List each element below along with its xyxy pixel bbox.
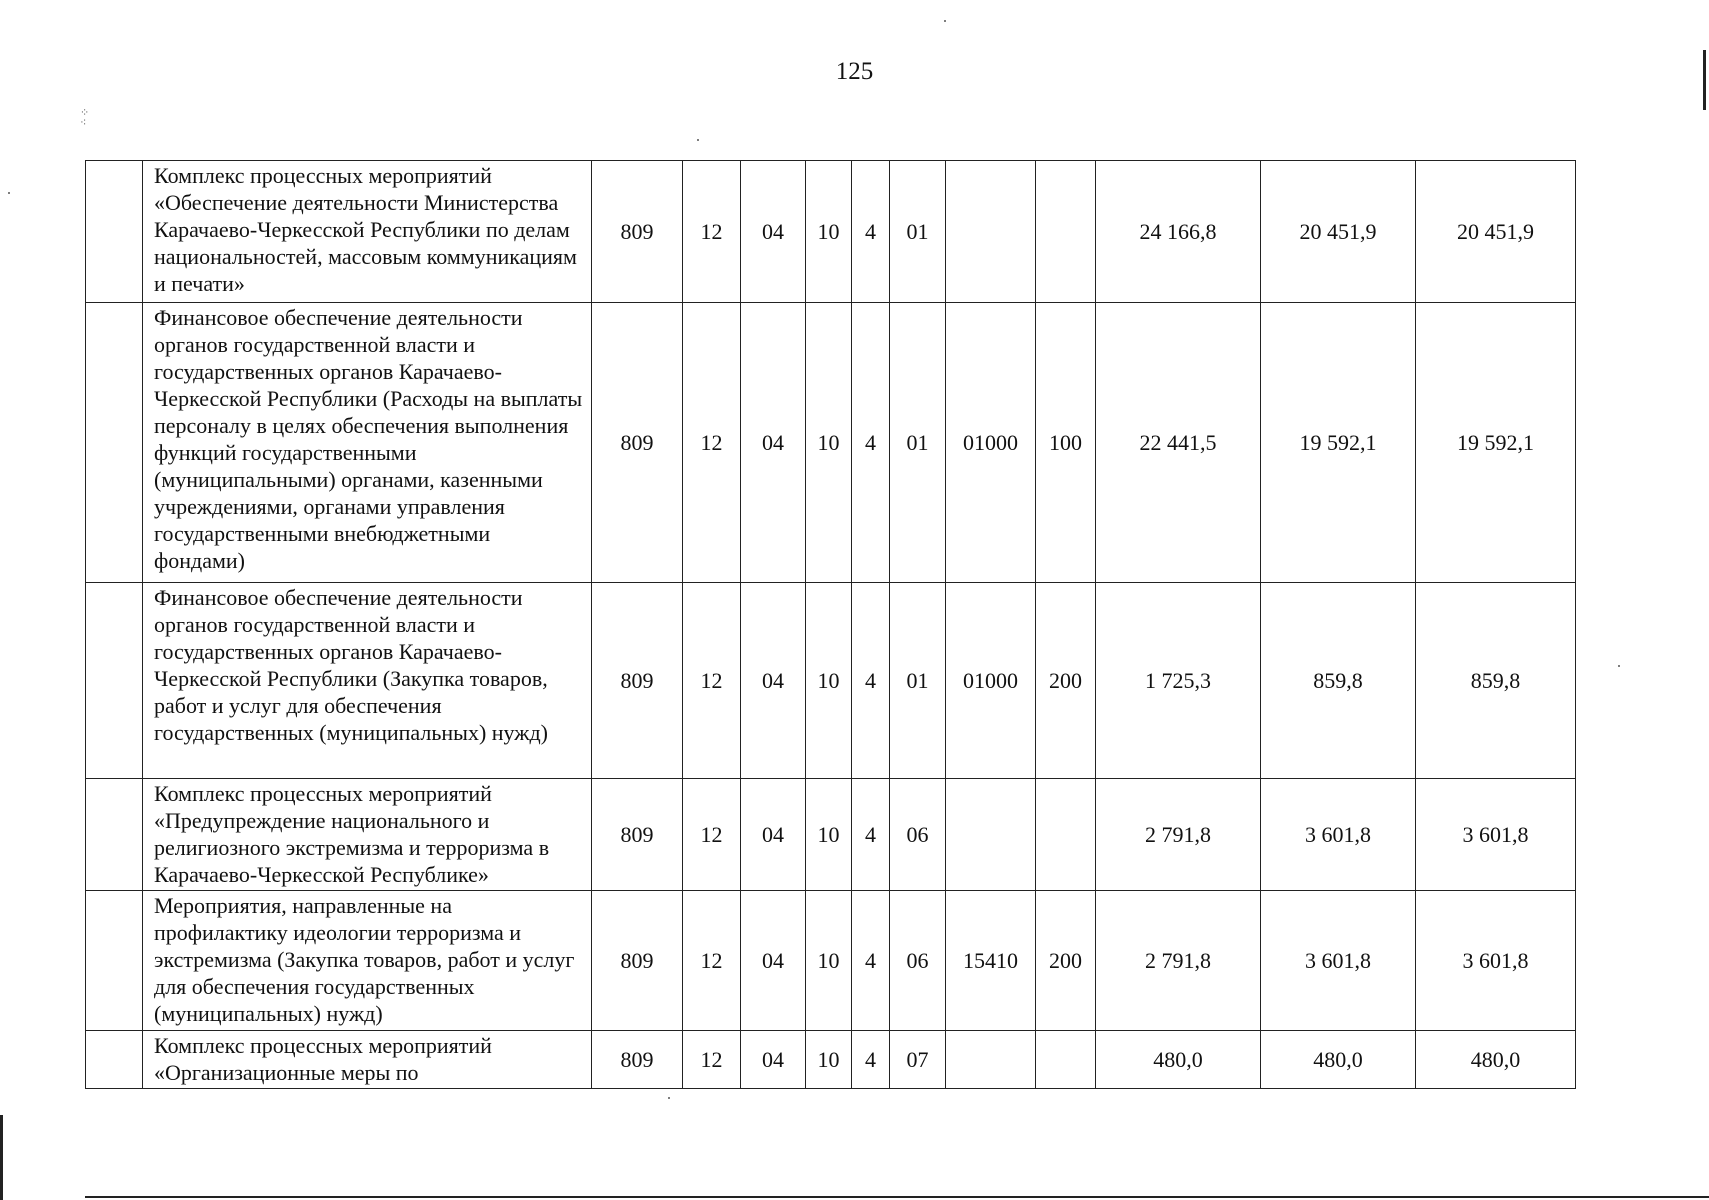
table-row: [86, 891, 1576, 1031]
section-code: 12: [683, 303, 741, 583]
table-row: [86, 1031, 1576, 1089]
ministry-code: 809: [592, 303, 683, 583]
table-row: [86, 779, 1576, 891]
amount-year-1: 480,0: [1096, 1031, 1261, 1089]
direction-code: [946, 1031, 1036, 1089]
amount-year-3: 3 601,8: [1416, 779, 1576, 891]
structural-element-code: 01: [890, 583, 946, 779]
expense-type-code: 200: [1036, 891, 1096, 1031]
table-row: [86, 161, 1576, 303]
ministry-code: 809: [592, 1031, 683, 1089]
scan-artifact: [8, 192, 10, 194]
amount-year-1: 24 166,8: [1096, 161, 1261, 303]
item-name: Комплекс процессных мероприятий «Организационные меры по: [143, 1031, 592, 1089]
item-name: Мероприятия, направленные на профилактику идеологии терроризма и экстремизма (Закупка товаров, работ и услуг для обеспечения государственных (муниципальных) нужд): [143, 891, 592, 1031]
structural-element-code: 06: [890, 891, 946, 1031]
expense-type-code: [1036, 779, 1096, 891]
direction-code: [946, 779, 1036, 891]
program-code: 10: [806, 303, 852, 583]
empty-cell: [86, 779, 143, 891]
direction-code: 01000: [946, 303, 1036, 583]
scan-edge: [85, 1196, 1709, 1198]
amount-year-1: 22 441,5: [1096, 303, 1261, 583]
subsection-code: 04: [741, 1031, 806, 1089]
section-code: 12: [683, 161, 741, 303]
expense-type-code: [1036, 1031, 1096, 1089]
section-code: 12: [683, 583, 741, 779]
amount-year-2: 480,0: [1261, 1031, 1416, 1089]
scan-artifact: [668, 1097, 670, 1099]
scan-edge: [0, 1115, 3, 1200]
amount-year-3: 3 601,8: [1416, 891, 1576, 1031]
program-type-code: 4: [852, 161, 890, 303]
ministry-code: 809: [592, 779, 683, 891]
scan-artifact: [944, 20, 946, 22]
budget-table: [85, 160, 1576, 1089]
subsection-code: 04: [741, 303, 806, 583]
amount-year-1: 2 791,8: [1096, 779, 1261, 891]
program-code: 10: [806, 1031, 852, 1089]
empty-cell: [86, 161, 143, 303]
program-code: 10: [806, 779, 852, 891]
section-code: 12: [683, 891, 741, 1031]
ministry-code: 809: [592, 891, 683, 1031]
table-row: [86, 303, 1576, 583]
structural-element-code: 07: [890, 1031, 946, 1089]
item-name: Комплекс процессных мероприятий «Обеспечение деятельности Министерства Карачаево-Черкесской Республики по делам национальностей, массовым коммуникациям и печати»: [143, 161, 592, 303]
amount-year-2: 859,8: [1261, 583, 1416, 779]
subsection-code: 04: [741, 161, 806, 303]
expense-type-code: 100: [1036, 303, 1096, 583]
subsection-code: 04: [741, 583, 806, 779]
amount-year-1: 2 791,8: [1096, 891, 1261, 1031]
program-type-code: 4: [852, 303, 890, 583]
program-type-code: 4: [852, 1031, 890, 1089]
item-name: Финансовое обеспечение деятельности органов государственной власти и государственных органов Карачаево-Черкесской Республики (Расходы на выплаты персоналу в целях обеспечения выполнения функций государственными (муниципальными) органами, казенными учреждениями, органами управления государственными внебюджетными фондами): [143, 303, 592, 583]
direction-code: 15410: [946, 891, 1036, 1031]
scan-artifact: [1618, 665, 1620, 667]
page-number: 125: [835, 58, 874, 85]
scan-artifact: ⁘ ⁖: [80, 107, 90, 129]
direction-code: [946, 161, 1036, 303]
section-code: 12: [683, 1031, 741, 1089]
structural-element-code: 06: [890, 779, 946, 891]
empty-cell: [86, 1031, 143, 1089]
expense-type-code: 200: [1036, 583, 1096, 779]
program-code: 10: [806, 161, 852, 303]
amount-year-3: 480,0: [1416, 1031, 1576, 1089]
amount-year-2: 3 601,8: [1261, 779, 1416, 891]
structural-element-code: 01: [890, 161, 946, 303]
amount-year-1: 1 725,3: [1096, 583, 1261, 779]
subsection-code: 04: [741, 779, 806, 891]
item-name: Комплекс процессных мероприятий «Предупреждение национального и религиозного экстремизма и терроризма в Карачаево-Черкесской Республике»: [143, 779, 592, 891]
empty-cell: [86, 303, 143, 583]
ministry-code: 809: [592, 161, 683, 303]
ministry-code: 809: [592, 583, 683, 779]
amount-year-3: 859,8: [1416, 583, 1576, 779]
amount-year-3: 20 451,9: [1416, 161, 1576, 303]
amount-year-3: 19 592,1: [1416, 303, 1576, 583]
item-name: Финансовое обеспечение деятельности органов государственной власти и государственных органов Карачаево-Черкесской Республики (Закупка товаров, работ и услуг для обеспечения государственных (муниципальных) нужд): [143, 583, 592, 779]
amount-year-2: 3 601,8: [1261, 891, 1416, 1031]
scan-artifact: [697, 139, 699, 141]
empty-cell: [86, 583, 143, 779]
structural-element-code: 01: [890, 303, 946, 583]
subsection-code: 04: [741, 891, 806, 1031]
program-type-code: 4: [852, 891, 890, 1031]
empty-cell: [86, 891, 143, 1031]
expense-type-code: [1036, 161, 1096, 303]
amount-year-2: 19 592,1: [1261, 303, 1416, 583]
program-type-code: 4: [852, 583, 890, 779]
program-code: 10: [806, 583, 852, 779]
program-code: 10: [806, 891, 852, 1031]
direction-code: 01000: [946, 583, 1036, 779]
program-type-code: 4: [852, 779, 890, 891]
table-row: [86, 583, 1576, 779]
section-code: 12: [683, 779, 741, 891]
scan-edge: [1703, 50, 1706, 110]
amount-year-2: 20 451,9: [1261, 161, 1416, 303]
